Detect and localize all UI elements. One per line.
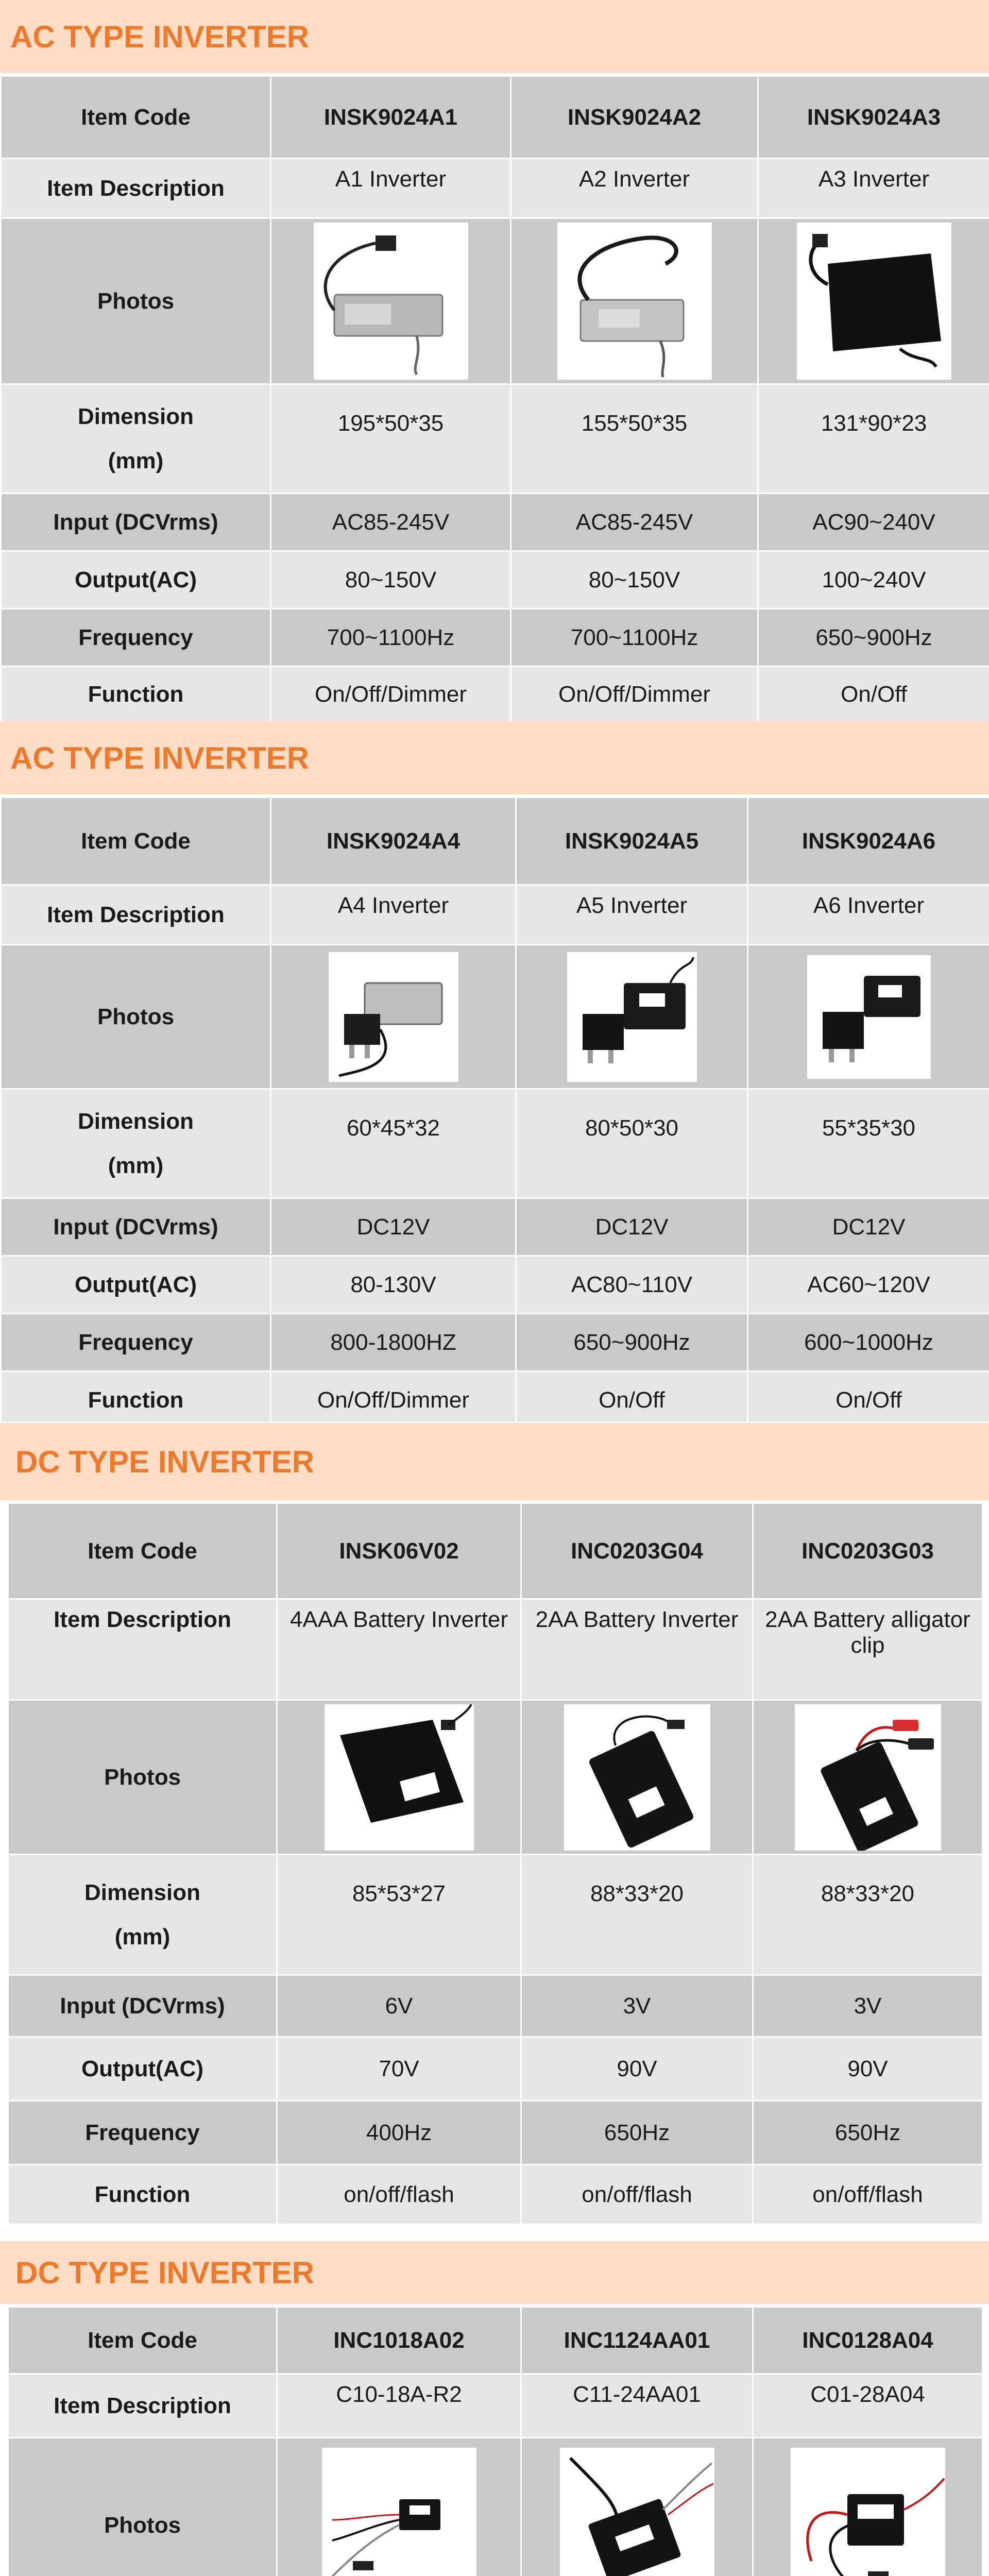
function-value: On/Off [758, 667, 989, 722]
frequency-value: 800-1800HZ [271, 1314, 516, 1371]
section-dc-inverter-1 [0, 1422, 989, 2226]
table-row-frequency [8, 2101, 983, 2165]
item-code: INSK9024A1 [271, 76, 511, 159]
dimension-value: 131*90*23 [758, 384, 989, 494]
table-row-photos [8, 1700, 983, 1855]
function-value: On/Off/Dimmer [271, 667, 511, 722]
table-row-item-description [8, 1599, 983, 1700]
table-row-function [1, 1371, 989, 1429]
dimension-value: 85*53*27 [277, 1855, 521, 1975]
section-title-banner [0, 1423, 989, 1502]
section-title: DC TYPE INVERTER [15, 2255, 315, 2290]
item-description: C01-28A04 [753, 2374, 983, 2438]
row-label: Input (DCVrms) [8, 1975, 277, 2037]
photo-cell [753, 2438, 983, 2576]
dimension-label-line1: Dimension [78, 403, 194, 429]
item-description: A4 Inverter [271, 885, 516, 945]
input-value: DC12V [748, 1198, 989, 1256]
section-title-banner [0, 0, 989, 75]
table-row-dimension [1, 384, 989, 494]
input-value: AC90~240V [758, 494, 989, 551]
photo-cell [271, 218, 511, 384]
product-photo [325, 1704, 474, 1851]
frequency-value: 700~1100Hz [271, 609, 511, 667]
input-value: DC12V [516, 1198, 748, 1256]
dimension-label-line2: (mm) [108, 448, 164, 473]
item-code: INSK9024A6 [748, 798, 989, 885]
item-description: A6 Inverter [748, 885, 989, 945]
item-code: INC1018A02 [277, 2307, 521, 2374]
row-label: Item Code [1, 76, 271, 159]
input-value: 3V [521, 1975, 753, 2037]
product-photo [322, 2448, 476, 2576]
function-value: On/Off [516, 1371, 748, 1429]
function-value: on/off/flash [521, 2165, 753, 2225]
table-row-item-description [8, 2374, 983, 2438]
section-title: DC TYPE INVERTER [15, 1444, 315, 1479]
row-label: Input (DCVrms) [1, 494, 271, 551]
item-code: INSK9024A5 [516, 798, 748, 885]
section-title: AC TYPE INVERTER [10, 740, 310, 775]
item-description: C10-18A-R2 [277, 2374, 521, 2438]
photo-cell [521, 2438, 753, 2576]
row-label: Output(AC) [1, 551, 271, 609]
section-title: AC TYPE INVERTER [10, 19, 310, 54]
photo-cell [748, 945, 989, 1089]
product-photo [564, 1704, 710, 1851]
row-label: Frequency [1, 1314, 271, 1371]
table-row-photos [1, 218, 989, 384]
spec-table [0, 796, 989, 1430]
table-row-photos [8, 2438, 983, 2576]
section-title-banner [0, 2241, 989, 2306]
dimension-value: 88*33*20 [753, 1855, 983, 1975]
item-code: INSK9024A2 [511, 76, 758, 159]
item-description: A2 Inverter [511, 159, 758, 218]
table-row-item-code [1, 798, 989, 885]
table-row-photos [1, 945, 989, 1089]
row-label: Function [1, 667, 271, 722]
table-row-output [1, 1256, 989, 1314]
item-code: INSK06V02 [277, 1503, 521, 1599]
product-photo [557, 223, 712, 380]
row-label: Item Code [1, 798, 271, 885]
output-value: AC80~110V [516, 1256, 748, 1314]
function-value: On/Off [748, 1371, 989, 1429]
row-label: Output(AC) [8, 2037, 277, 2101]
spec-table [7, 1502, 983, 2225]
product-photo [795, 1704, 941, 1851]
item-description: A5 Inverter [516, 885, 748, 945]
input-value: AC85-245V [271, 494, 511, 551]
dimension-label-line2: (mm) [108, 1153, 164, 1178]
row-label: Frequency [8, 2101, 277, 2165]
dimension-label-line1: Dimension [78, 1108, 194, 1134]
input-value: 6V [277, 1975, 521, 2037]
photo-cell [271, 945, 516, 1089]
photo-cell [277, 1700, 521, 1855]
table-row-function [1, 667, 989, 722]
table-row-dimension [8, 1855, 983, 1975]
row-label: Item Description [8, 1599, 277, 1700]
dimension-label-line1: Dimension [84, 1879, 200, 1905]
input-value: AC85-245V [511, 494, 758, 551]
section-ac-inverter-2 [0, 721, 989, 1422]
row-label: Frequency [1, 609, 271, 667]
photo-cell [516, 945, 748, 1089]
item-description: A3 Inverter [758, 159, 989, 218]
frequency-value: 600~1000Hz [748, 1314, 989, 1371]
row-label [1, 384, 271, 494]
row-label: Photos [8, 1700, 277, 1855]
photo-cell [753, 1700, 983, 1855]
product-photo [314, 223, 468, 380]
item-description: 2AA Battery alligator clip [753, 1599, 983, 1700]
table-row-frequency [1, 609, 989, 667]
table-row-function [8, 2165, 983, 2225]
photo-cell [758, 218, 989, 384]
function-value: on/off/flash [753, 2165, 983, 2225]
product-photo [791, 2448, 945, 2576]
item-code: INC1124AA01 [521, 2307, 753, 2374]
dimension-value: 88*33*20 [521, 1855, 753, 1975]
frequency-value: 650Hz [521, 2101, 753, 2165]
input-value: 3V [753, 1975, 983, 2037]
row-label: Photos [8, 2438, 277, 2576]
row-label: Function [1, 1371, 271, 1429]
function-value: On/Off/Dimmer [271, 1371, 516, 1429]
table-row-input [8, 1975, 983, 2037]
output-value: 90V [521, 2037, 753, 2101]
product-photo [329, 952, 458, 1082]
dimension-value: 195*50*35 [271, 384, 511, 494]
output-value: 80~150V [271, 551, 511, 609]
photo-cell [511, 218, 758, 384]
frequency-value: 650Hz [753, 2101, 983, 2165]
item-description: 4AAA Battery Inverter [277, 1599, 521, 1700]
dimension-value: 80*50*30 [516, 1089, 748, 1198]
table-row-input [1, 1198, 989, 1256]
item-description: 2AA Battery Inverter [521, 1599, 753, 1700]
row-label: Item Description [8, 2374, 277, 2438]
row-label [8, 1855, 277, 1975]
spec-table [0, 75, 989, 723]
input-value: DC12V [271, 1198, 516, 1256]
product-photo [797, 223, 951, 380]
frequency-value: 650~900Hz [758, 609, 989, 667]
photo-cell [277, 2438, 521, 2576]
row-label: Item Code [8, 2307, 277, 2374]
table-row-output [8, 2037, 983, 2101]
row-label: Function [8, 2165, 277, 2225]
row-label: Item Description [1, 159, 271, 218]
frequency-value: 650~900Hz [516, 1314, 748, 1371]
spec-table [7, 2306, 983, 2576]
row-label: Item Code [8, 1503, 277, 1599]
table-row-item-code [8, 1503, 983, 1599]
output-value: AC60~120V [748, 1256, 989, 1314]
section-title-banner [0, 721, 989, 796]
table-row-item-description [1, 885, 989, 945]
output-value: 100~240V [758, 551, 989, 609]
row-label: Photos [1, 945, 271, 1089]
product-photo [807, 955, 931, 1079]
output-value: 70V [277, 2037, 521, 2101]
frequency-value: 700~1100Hz [511, 609, 758, 667]
item-code: INC0203G03 [753, 1503, 983, 1599]
table-row-item-code [8, 2307, 983, 2374]
section-dc-inverter-2 [0, 2226, 989, 2576]
row-label: Output(AC) [1, 1256, 271, 1314]
section-ac-inverter-1 [0, 0, 989, 721]
table-row-input [1, 494, 989, 551]
product-photo [560, 2448, 714, 2576]
output-value: 80-130V [271, 1256, 516, 1314]
row-label: Item Description [1, 885, 271, 945]
output-value: 90V [753, 2037, 983, 2101]
product-photo [567, 952, 697, 1082]
item-description: A1 Inverter [271, 159, 511, 218]
function-value: On/Off/Dimmer [511, 667, 758, 722]
dimension-value: 55*35*30 [748, 1089, 989, 1198]
row-label [1, 1089, 271, 1198]
table-row-output [1, 551, 989, 609]
table-row-frequency [1, 1314, 989, 1371]
photo-cell [521, 1700, 753, 1855]
table-row-item-code [1, 76, 989, 159]
function-value: on/off/flash [277, 2165, 521, 2225]
dimension-value: 60*45*32 [271, 1089, 516, 1198]
item-code: INC0203G04 [521, 1503, 753, 1599]
dimension-value: 155*50*35 [511, 384, 758, 494]
item-description: C11-24AA01 [521, 2374, 753, 2438]
item-code: INSK9024A4 [271, 798, 516, 885]
item-code: INC0128A04 [753, 2307, 983, 2374]
table-row-dimension [1, 1089, 989, 1198]
row-label: Photos [1, 218, 271, 384]
output-value: 80~150V [511, 551, 758, 609]
row-label: Input (DCVrms) [1, 1198, 271, 1256]
dimension-label-line2: (mm) [114, 1924, 170, 1950]
table-row-item-description [1, 159, 989, 218]
item-code: INSK9024A3 [758, 76, 989, 159]
frequency-value: 400Hz [277, 2101, 521, 2165]
